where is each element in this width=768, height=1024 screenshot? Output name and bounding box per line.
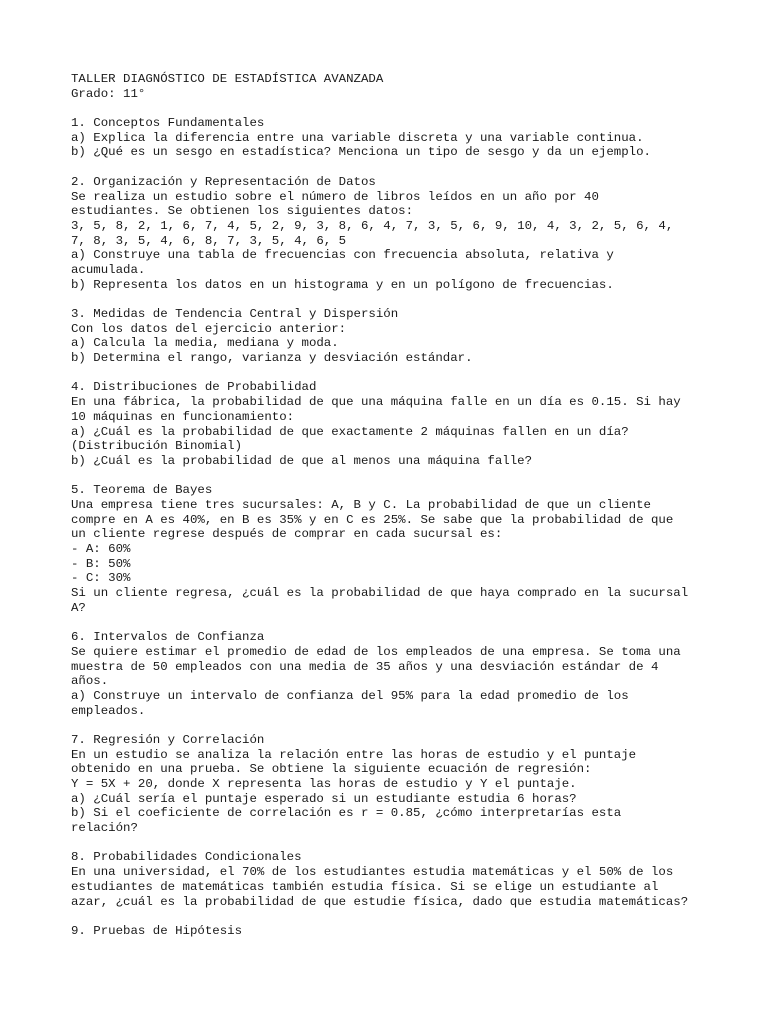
section-5	[71, 483, 711, 615]
document-title: TALLER DIAGNÓSTICO DE ESTADÍSTICA AVANZADA	[71, 72, 384, 86]
section-line: años.	[71, 674, 109, 689]
section-heading: 3. Medidas de Tendencia Central y Dispersión	[71, 307, 399, 321]
section-8	[71, 850, 711, 909]
section-line: compre en A es 40%, en B es 35% y en C es 25%. Se sabe que la probabilidad de que	[71, 512, 674, 527]
section-line: Con los datos del ejercicio anterior:	[71, 321, 347, 336]
section-heading: 8. Probabilidades Condicionales	[71, 850, 302, 865]
section-heading: 4. Distribuciones de Probabilidad	[71, 380, 317, 395]
section-7	[71, 733, 711, 836]
section-line: empleados.	[71, 703, 146, 718]
section-heading: 9. Pruebas de Hipótesis	[71, 923, 243, 938]
section-9	[71, 924, 711, 939]
section-line: Una empresa tiene tres sucursales: A, B y C. La probabilidad de que un cliente	[71, 497, 651, 512]
section-heading: 1. Conceptos Fundamentales	[71, 116, 265, 131]
section-line: (Distribución Binomial)	[71, 439, 243, 454]
section-line: 7, 8, 3, 5, 4, 6, 8, 7, 3, 5, 4, 6, 5	[71, 233, 347, 248]
section-line: En un estudio se analiza la relación entre las horas de estudio y el puntaje	[71, 747, 637, 762]
section-3	[71, 307, 711, 366]
section-line: 10 máquinas en funcionamiento:	[71, 409, 295, 424]
section-line: a) ¿Cuál sería el puntaje esperado si un estudiante estudia 6 horas?	[71, 791, 577, 806]
document-header	[71, 72, 711, 101]
section-6	[71, 630, 711, 718]
section-line: relación?	[71, 821, 138, 836]
section-line: a) Calcula la media, mediana y moda.	[71, 336, 339, 351]
section-line: a) Explica la diferencia entre una variable discreta y una variable continua.	[71, 130, 644, 145]
section-line: A?	[71, 600, 86, 615]
section-heading: 6. Intervalos de Confianza	[71, 630, 265, 645]
section-line: b) Si el coeficiente de correlación es r = 0.85, ¿cómo interpretarías esta	[71, 806, 622, 821]
section-line: obtenido en una prueba. Se obtiene la siguiente ecuación de regresión:	[71, 762, 592, 777]
section-heading: 2. Organización y Representación de Datos	[71, 174, 376, 189]
section-line: Se realiza un estudio sobre el número de libros leídos en un año por 40	[71, 189, 599, 204]
section-line: a) Construye un intervalo de confianza del 95% para la edad promedio de los	[71, 688, 629, 703]
section-line: b) Determina el rango, varianza y desviación estándar.	[71, 351, 473, 366]
document-page	[71, 72, 711, 953]
section-line: Si un cliente regresa, ¿cuál es la probabilidad de que haya comprado en la sucursal	[71, 586, 689, 601]
section-line: Y = 5X + 20, donde X representa las horas de estudio y Y el puntaje.	[71, 777, 577, 791]
section-heading: 5. Teorema de Bayes	[71, 483, 213, 498]
section-line: b) ¿Qué es un sesgo en estadística? Menciona un tipo de sesgo y da un ejemplo.	[71, 145, 651, 160]
section-line: Se quiere estimar el promedio de edad de los empleados de una empresa. Se toma una	[71, 644, 681, 659]
section-line: b) Representa los datos en un histograma y en un polígono de frecuencias.	[71, 277, 614, 292]
section-line: un cliente regrese después de comprar en cada sucursal es:	[71, 527, 503, 542]
section-line: estudiantes. Se obtienen los siguientes datos:	[71, 204, 414, 219]
section-line: a) Construye una tabla de frecuencias con frecuencia absoluta, relativa y	[71, 248, 614, 263]
document-sections	[71, 116, 711, 939]
section-2	[71, 175, 711, 293]
section-line: b) ¿Cuál es la probabilidad de que al menos una máquina falle?	[71, 453, 533, 468]
section-line: muestra de 50 empleados con una media de 35 años y una desviación estándar de 4	[71, 659, 659, 674]
section-heading: 7. Regresión y Correlación	[71, 732, 265, 747]
section-1	[71, 116, 711, 160]
section-4	[71, 380, 711, 468]
section-line: - C: 30%	[71, 571, 131, 586]
document-grade: Grado: 11°	[71, 86, 146, 101]
section-line: - B: 50%	[71, 556, 131, 571]
section-line: azar, ¿cuál es la probabilidad de que estudie física, dado que estudia matemáticas?	[71, 894, 689, 909]
section-line: a) ¿Cuál es la probabilidad de que exactamente 2 máquinas fallen en un día?	[71, 424, 629, 439]
section-line: estudiantes de matemáticas también estudia física. Si se elige un estudiante al	[71, 879, 659, 894]
section-line: acumulada.	[71, 262, 146, 277]
section-line: En una universidad, el 70% de los estudiantes estudia matemáticas y el 50% de los	[71, 865, 674, 880]
section-line: 3, 5, 8, 2, 1, 6, 7, 4, 5, 2, 9, 3, 8, 6, 4, 7, 3, 5, 6, 9, 10, 4, 3, 2, 5, 6, 4,	[71, 218, 674, 233]
section-line: En una fábrica, la probabilidad de que una máquina falle en un día es 0.15. Si hay	[71, 395, 681, 410]
section-line: - A: 60%	[71, 542, 131, 556]
